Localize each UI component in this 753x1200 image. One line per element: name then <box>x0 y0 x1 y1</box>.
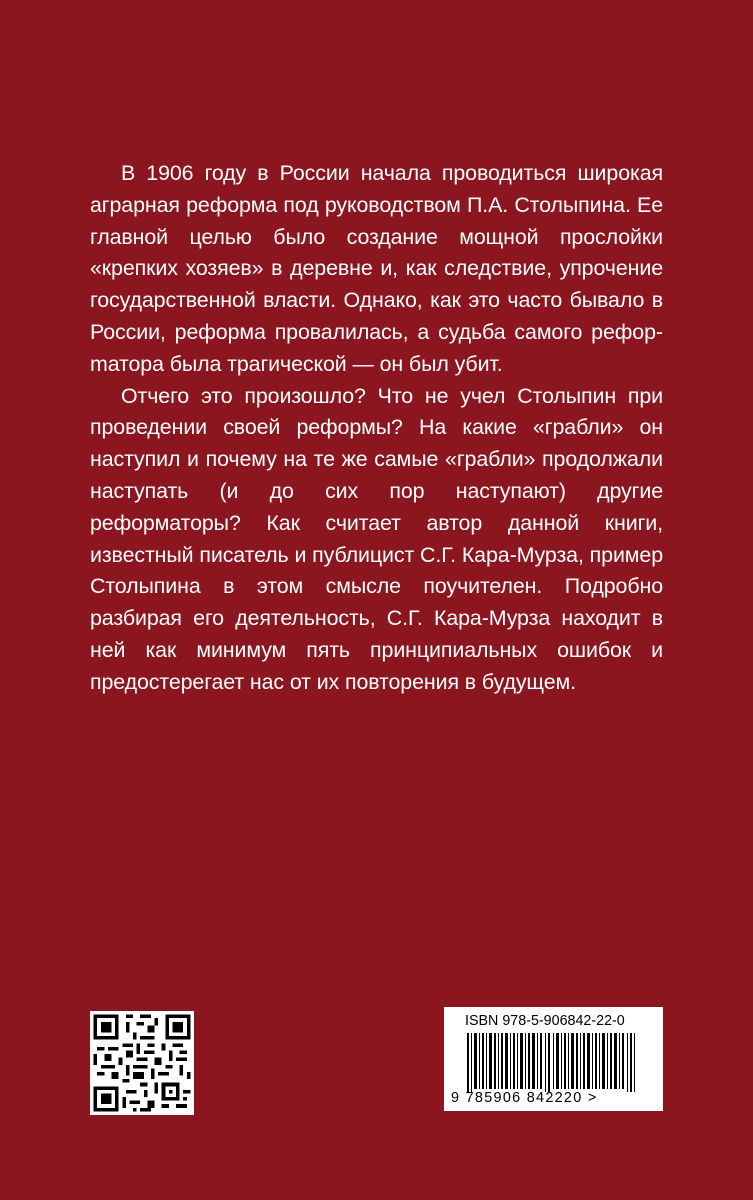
barcode-icon <box>467 1033 637 1092</box>
barcode-digits: 9 785906 842220 > <box>451 1090 598 1106</box>
isbn-label: ISBN 978-5-906842-22-0 <box>465 1013 625 1029</box>
description-paragraph: Отчего это произошло? Что не учел Столыпин при проведении своей реформы? На какие «грабли» он наступил и почему на те же самые «грабли» продолжали наступать (и до сих пор наступают) другие реформаторы? Как считает автор данной книги, известный писатель и публицист С.Г. Кара-Мурза, пример Столыпина в этом смысле поучителен. Подробно разбирая его деятельность, С.Г. Кара-Мурза находит в ней как минимум пять принципиальных ошибок и предостерегает нас от их повторения в будущем. <box>90 383 663 694</box>
isbn-barcode-box <box>444 1007 663 1111</box>
qr-code-icon <box>90 1011 194 1115</box>
description-paragraph: В 1906 году в России начала проводиться широкая аграрная реформа под руководством П.А. Столыпина. Ее главной целью было создание мощной прослойки «крепких хозяев» в деревне и, как следствие, упрочение государственной власти. Однако, как это часто бывало в России, реформа провалилась, а судьба самого рефорmатора была трагической — он был убит. <box>90 161 663 376</box>
back-cover-description <box>90 158 663 699</box>
